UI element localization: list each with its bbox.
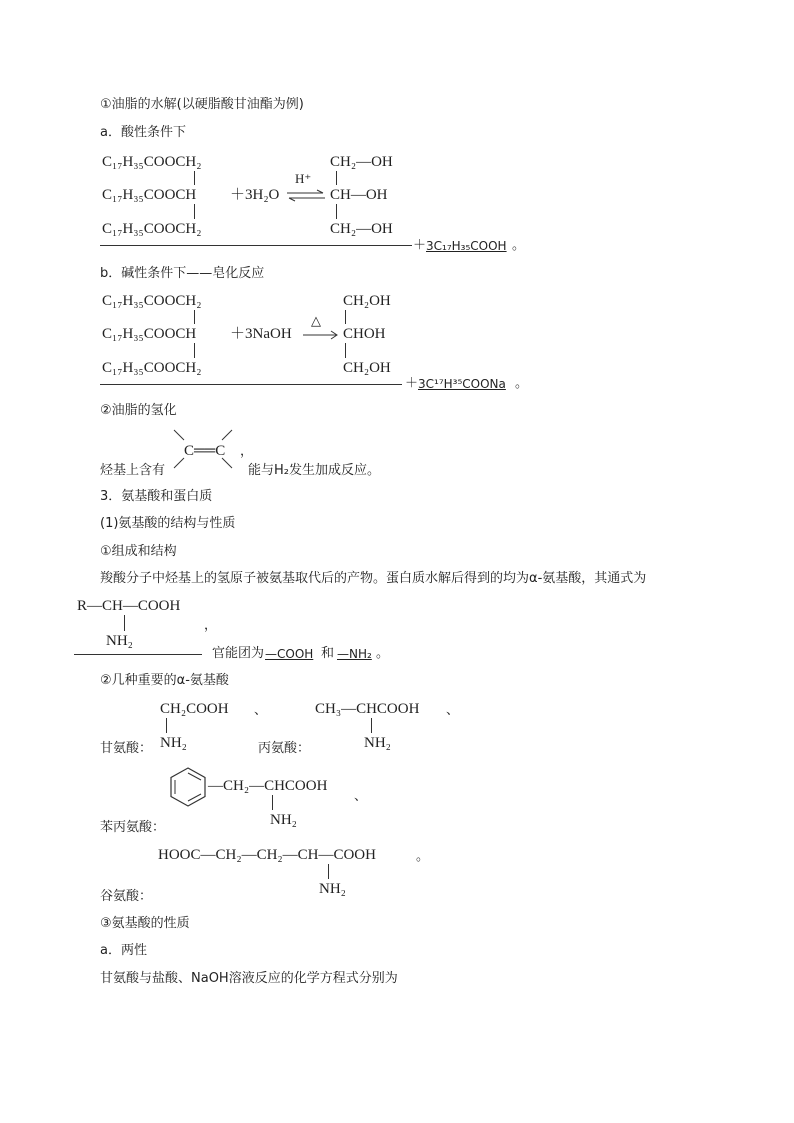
amino-group: NH₂ — [319, 881, 346, 897]
glycerol-row-2: CH—OH — [330, 187, 388, 203]
bond-line — [194, 343, 195, 358]
base-product-plus: ＋ — [405, 376, 419, 391]
sentence-end: 。 — [416, 849, 430, 864]
reactant-row-2: C₁₇H₃₅COOCH — [102, 326, 197, 342]
glutamic-acid-label: 谷氨酸： — [100, 889, 153, 904]
answer-line — [100, 384, 402, 385]
bond-line — [272, 795, 273, 810]
double-bond-formula: C══C — [184, 443, 226, 459]
hydrogenation-text: 烃基上含有 — [100, 463, 166, 478]
important-amino-acids-heading: ②几种重要的α-氨基酸 — [100, 673, 229, 688]
hydrolysis-heading: ①油脂的水解(以硬脂酸甘油酯为例) — [100, 97, 304, 112]
acid-product-plus: ＋ — [413, 238, 427, 253]
base-product: 3C¹⁷H³⁵COONa — [418, 377, 506, 391]
definition-paragraph: 羧酸分子中烃基上的氢原子被氨基取代后的产物。蛋白质水解后得到的均为α-氨基酸，其通式为 — [100, 571, 647, 586]
separator: 、 — [254, 703, 268, 718]
bond-line — [371, 718, 372, 733]
glycine-label: 甘氨酸： — [100, 741, 153, 756]
functional-group-text: 官能团为 — [212, 646, 265, 661]
bond-line — [194, 171, 195, 185]
structure-property-subheading: (1)氨基酸的结构与性质 — [100, 516, 236, 531]
glycerol-row-2: CHOH — [343, 326, 386, 342]
acid-condition-label: a．酸性条件下 — [100, 125, 186, 140]
composition-structure-heading: ①组成和结构 — [100, 544, 177, 559]
sentence-end: 。 — [512, 238, 526, 253]
acid-catalyst: H⁺ — [295, 171, 312, 186]
sentence-end: 。 — [376, 646, 390, 661]
reaction-paragraph: 甘氨酸与盐酸、NaOH溶液反应的化学方程式分别为 — [100, 971, 398, 986]
reactant-row-2: C₁₇H₃₅COOCH — [102, 187, 197, 203]
comma: ， — [240, 444, 254, 459]
amino-acid-protein-heading: 3．氨基酸和蛋白质 — [100, 489, 213, 504]
amino-group: NH₂ — [270, 812, 297, 828]
phenylalanine-formula: —CH₂—CHCOOH — [208, 778, 328, 794]
reactant-row-3: C₁₇H₃₅COOCH₂ — [102, 221, 202, 237]
carboxyl-group: —COOH — [265, 647, 314, 661]
phenylalanine-label: 苯丙氨酸： — [100, 820, 166, 835]
separator: 、 — [446, 703, 460, 718]
amphoteric-subheading: a．两性 — [100, 943, 147, 958]
bond-line — [194, 310, 195, 324]
general-formula-top: R—CH—COOH — [77, 598, 181, 614]
separator: 、 — [354, 789, 368, 804]
bond-line — [124, 615, 125, 631]
amino-group: NH₂ — [106, 633, 133, 649]
answer-line — [100, 245, 412, 246]
hydrogenation-heading: ②油脂的氢化 — [100, 403, 177, 418]
naoh-reagent: ＋3NaOH — [230, 326, 292, 342]
amino-group: NH₂ — [160, 735, 187, 751]
bond-line — [194, 204, 195, 219]
alanine-label: 丙氨酸： — [258, 741, 311, 756]
bond-line — [166, 718, 167, 733]
reactant-row-3: C₁₇H₃₅COOCH₂ — [102, 360, 202, 376]
glycerol-row-1: CH₂OH — [343, 293, 391, 309]
reaction-arrow-icon — [303, 331, 339, 339]
and-text: 和 — [321, 646, 335, 661]
amino-group-answer: —NH₂ — [337, 647, 372, 661]
answer-line — [74, 654, 202, 655]
glycerol-row-3: CH₂OH — [343, 360, 391, 376]
water-reagent: ＋3H₂O — [230, 187, 280, 203]
amino-group: NH₂ — [364, 735, 391, 751]
bond-line — [328, 864, 329, 879]
bond-line — [336, 171, 337, 185]
benzene-ring-icon — [168, 767, 208, 807]
comma: ， — [204, 618, 218, 633]
glycerol-row-3: CH₂—OH — [330, 221, 393, 237]
hydrogenation-text-after: 能与H₂发生加成反应。 — [248, 463, 380, 478]
bond-line — [336, 204, 337, 219]
bond-line — [345, 310, 346, 324]
glycine-formula: CH₂COOH — [160, 701, 229, 717]
sentence-end: 。 — [515, 376, 529, 391]
equilibrium-arrow-icon — [287, 190, 327, 202]
reactant-row-1: C₁₇H₃₅COOCH₂ — [102, 154, 202, 170]
base-condition-label: b．碱性条件下——皂化反应 — [100, 266, 265, 281]
glycerol-row-1: CH₂—OH — [330, 154, 393, 170]
glutamic-acid-formula: HOOC—CH₂—CH₂—CH—COOH — [158, 847, 376, 863]
acid-product: 3C₁₇H₃₅COOH — [426, 239, 507, 253]
reactant-row-1: C₁₇H₃₅COOCH₂ — [102, 293, 202, 309]
alanine-formula: CH₃—CHCOOH — [315, 701, 420, 717]
heat-condition: △ — [311, 313, 321, 328]
bond-line — [345, 343, 346, 358]
amino-acid-properties-heading: ③氨基酸的性质 — [100, 916, 190, 931]
